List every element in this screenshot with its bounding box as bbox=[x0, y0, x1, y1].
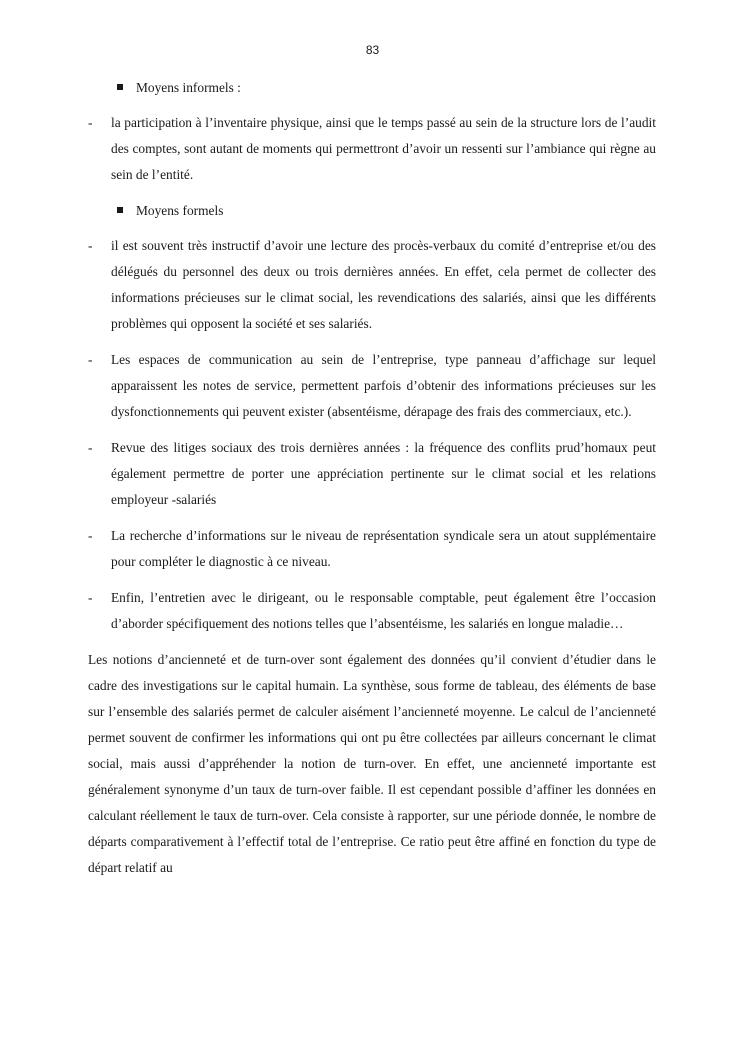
list-item-text: Enfin, l’entretien avec le dirigeant, ou le responsable comptable, peut également être l’occasion d’aborder spécifiquement des notions telles que l’absentéisme, les salariés en longue maladie… bbox=[111, 590, 656, 631]
list-item bbox=[88, 347, 656, 425]
list-item-text: Revue des litiges sociaux des trois dernières années : la fréquence des conflits prud’homaux peut également permettre de porter une appréciation pertinente sur le climat social et les relations employeur -salariés bbox=[111, 440, 656, 507]
square-bullet-icon bbox=[117, 207, 123, 213]
dash-bullet: - bbox=[88, 590, 93, 605]
list-item-text: la participation à l’inventaire physique, ainsi que le temps passé au sein de la structure lors de l’audit des comptes, sont autant de moments qui permettront d’avoir un ressenti sur l’ambiance qui règne au sein de l’entité. bbox=[111, 115, 656, 182]
square-bullet-icon bbox=[117, 84, 123, 90]
dash-bullet: - bbox=[88, 238, 93, 253]
dash-bullet: - bbox=[88, 352, 93, 367]
section-heading bbox=[88, 198, 656, 224]
page-content bbox=[88, 75, 656, 881]
list-item-text: La recherche d’informations sur le niveau de représentation syndicale sera un atout supplémentaire pour compléter le diagnostic à ce niveau. bbox=[111, 528, 656, 569]
dash-bullet: - bbox=[88, 440, 93, 455]
list-item-text: Les espaces de communication au sein de l’entreprise, type panneau d’affichage sur lequel apparaissent les notes de service, permettent parfois d’obtenir des informations précieuses sur les dysfonctionnements qui peuvent exister (absentéisme, dérapage des frais des commerciaux, etc.). bbox=[111, 352, 656, 419]
list-item bbox=[88, 110, 656, 188]
section-heading-text: Moyens formels bbox=[136, 203, 224, 218]
list-item bbox=[88, 233, 656, 337]
dash-bullet: - bbox=[88, 115, 93, 130]
list-item bbox=[88, 435, 656, 513]
list-item bbox=[88, 523, 656, 575]
dash-bullet: - bbox=[88, 528, 93, 543]
page-number: 83 bbox=[365, 43, 380, 57]
list-item-text: il est souvent très instructif d’avoir une lecture des procès-verbaux du comité d’entreprise et/ou des délégués du personnel des deux ou trois dernières années. En effet, cela permet de collecter des informations précieuses sur le climat social, les revendications des salariés, ainsi que les différents problèmes qui opposent la société et ses salariés. bbox=[111, 238, 656, 331]
list-item bbox=[88, 585, 656, 637]
section-heading bbox=[88, 75, 656, 101]
section-heading-text: Moyens informels : bbox=[136, 80, 241, 95]
body-paragraph: Les notions d’ancienneté et de turn-over sont également des données qu’il convient d’étudier dans le cadre des investigations sur le capital humain. La synthèse, sous forme de tableau, des éléments de base sur l’ensemble des salariés permet de calculer aisément l’ancienneté moyenne. Le calcul de l’ancienneté permet souvent de confirmer les informations qui ont pu être collectées par ailleurs concernant le climat social, mais aussi d’appréhender la notion de turn-over. En effet, une ancienneté importante est généralement synonyme d’un taux de turn-over faible. Il est cependant possible d’affiner les données en calculant réellement le taux de turn-over. Cela consiste à rapporter, sur une période donnée, le nombre de départs comparativement à l’effectif total de l’entreprise. Ce ratio peut être affiné en fonction du type de départ relatif au bbox=[88, 652, 656, 875]
